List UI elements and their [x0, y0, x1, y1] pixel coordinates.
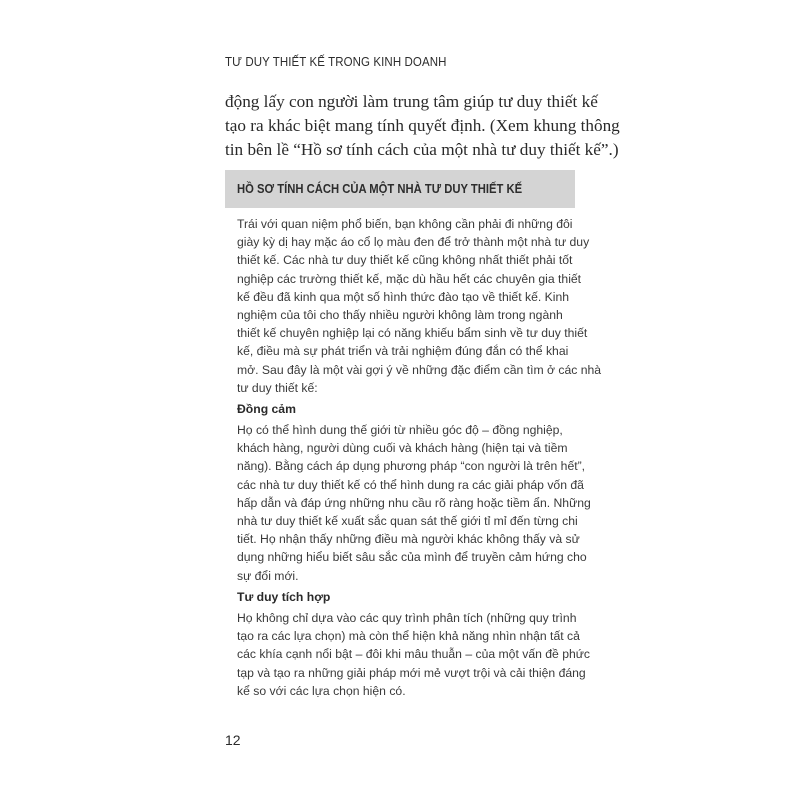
- page-number: 12: [225, 732, 241, 748]
- text-line: hấp dẫn và đáp ứng những nhu cầu rõ ràng hoặc tiềm ẩn. Những: [237, 495, 591, 510]
- text-line: tin bên lề “Hồ sơ tính cách của một nhà tư duy thiết kế”.): [225, 140, 619, 159]
- text-line: tư duy thiết kế:: [237, 380, 318, 395]
- text-line: thiết kế. Các nhà tư duy thiết kế cũng không nhất thiết phải tốt: [237, 253, 573, 268]
- text-line: động lấy con người làm trung tâm giúp tư duy thiết kế: [225, 92, 598, 111]
- text-line: giày kỳ dị hay mặc áo cổ lọ màu đen để trở thành một nhà tư duy: [237, 235, 590, 250]
- section-heading-tu-duy-tich-hop: Tư duy tích hợp: [237, 589, 331, 604]
- text-line: nghiệm của tôi cho thấy nhiều người không làm trong ngành: [237, 307, 563, 322]
- running-head: TƯ DUY THIẾT KẾ TRONG KINH DOANH: [225, 55, 447, 69]
- text-line: Họ không chỉ dựa vào các quy trình phân tích (những quy trình: [237, 610, 577, 625]
- text-line: nghiệp các trường thiết kế, mặc dù hầu hết các chuyên gia thiết: [237, 271, 582, 286]
- text-line: năng). Bằng cách áp dụng phương pháp “con người là trên hết”,: [237, 459, 586, 474]
- text-line: kế đều đã kinh qua một số hình thức đào tạo về thiết kế. Kinh: [237, 289, 570, 304]
- text-line: mở. Sau đây là một vài gợi ý về những đặc điểm cần tìm ở các nhà: [237, 362, 602, 377]
- sidebar-header-box: [225, 170, 575, 208]
- text-line: sự đổi mới.: [237, 568, 299, 583]
- text-line: thiết kế chuyên nghiệp lại có năng khiếu bẩm sinh về tư duy thiết: [237, 326, 588, 341]
- section-dong-cam: [237, 421, 591, 585]
- intro-paragraph: [225, 90, 620, 162]
- text-line: kể so với các lựa chọn hiện có.: [237, 683, 406, 698]
- section-tu-duy-tich-hop: [237, 609, 591, 700]
- sidebar-intro: [237, 215, 602, 397]
- text-line: tạo ra khác biệt mang tính quyết định. (Xem khung thông: [225, 116, 620, 135]
- text-line: các khía cạnh nổi bật – đôi khi mâu thuẫn – của một vấn đề phức: [237, 647, 591, 662]
- text-line: các nhà tư duy thiết kế có thể hình dung ra các giải pháp vốn đã: [237, 477, 584, 492]
- text-line: tạp và tạo ra những giải pháp mới mẻ vượt trội và cải thiện đáng: [237, 665, 586, 680]
- sidebar-title: HỒ SƠ TÍNH CÁCH CỦA MỘT NHÀ TƯ DUY THIẾT KẾ: [237, 182, 523, 196]
- section-heading-dong-cam: Đồng cảm: [237, 401, 296, 416]
- sidebar-body: [237, 215, 602, 700]
- text-line: tiết. Họ nhận thấy những điều mà người khác không thấy và sử: [237, 532, 580, 547]
- text-line: dụng những hiểu biết sâu sắc của mình để truyền cảm hứng cho: [237, 550, 587, 565]
- text-line: tạo ra các lựa chọn) mà còn thể hiện khả năng nhìn nhận tất cả: [237, 629, 580, 644]
- text-line: kế, điều mà sự phát triển và trải nghiệm đúng đắn có thể khai: [237, 344, 569, 359]
- text-line: khách hàng, người dùng cuối và khách hàng (hiện tại và tiềm: [237, 441, 568, 456]
- text-line: nhà tư duy thiết kế xuất sắc quan sát thế giới tỉ mỉ đến từng chi: [237, 514, 578, 528]
- text-line: Họ có thể hình dung thế giới từ nhiều góc độ – đồng nghiệp,: [237, 423, 563, 438]
- text-line: Trái với quan niệm phổ biến, bạn không cần phải đi những đôi: [237, 217, 573, 231]
